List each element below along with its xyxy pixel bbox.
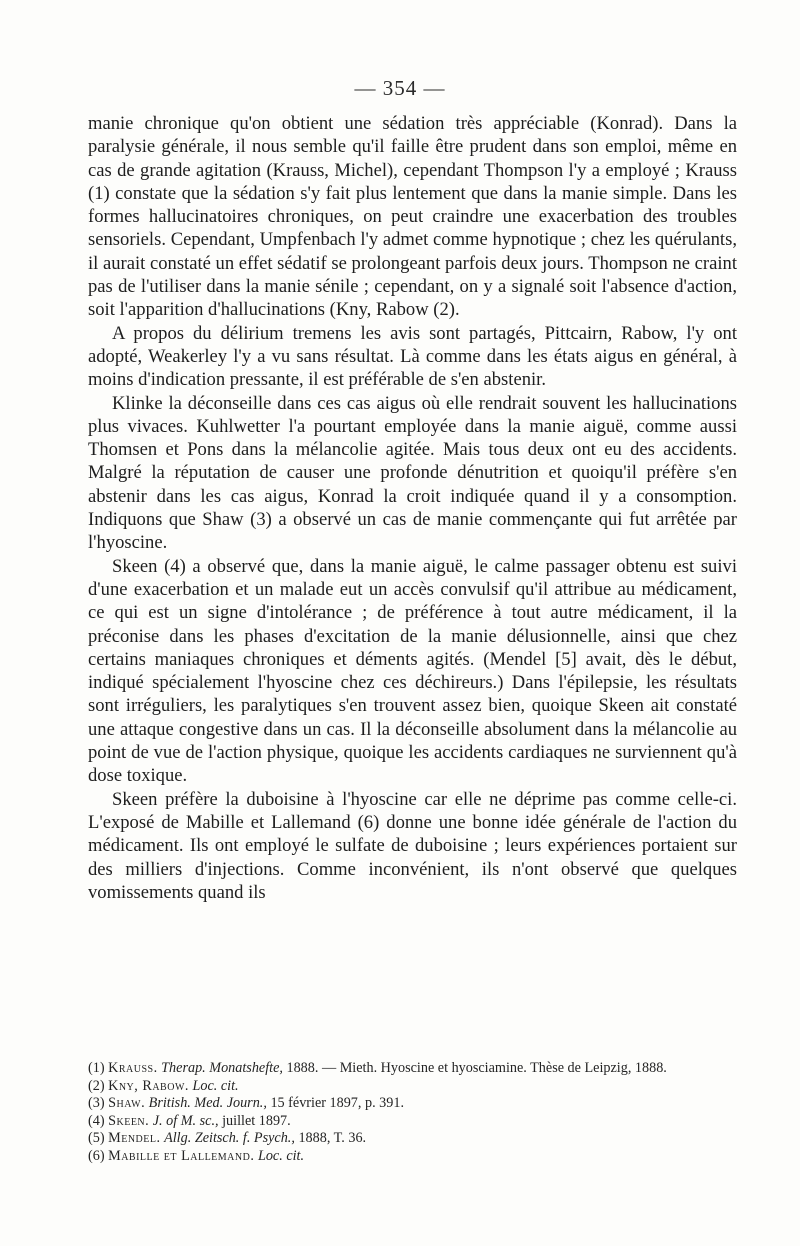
paragraph: A propos du délirium tremens les avis sont partagés, Pittcairn, Rabow, l'y ont adopté, Weakerley l'y a vu sans résultat. Là comme dans les états aigus en général, à moins d'indication pressante, il est préférable de s'en abstenir.	[88, 322, 737, 391]
paragraph: Skeen (4) a observé que, dans la manie aiguë, le calme passager obtenu est suivi d'une exacerbation et un malade eut un accès convulsif qu'il attribue au médicament, ce qui est un signe d'intolérance ; de préférence à tout autre médicament, il la préconise dans les phases d'excitation de la manie délusionnelle, ainsi que chez certains maniaques chroniques et déments agités. (Mendel [5] avait, dès le début, indiqué spécialement l'hyoscine chez ces déchireurs.) Dans l'épilepsie, les résultats sont irréguliers, les paralytiques s'en trouvent assez bien, quoique Skeen ait constaté une attaque congestive dans un cas. Il la déconseille absolument dans la mélancolie au point de vue de l'action physique, quoique les accidents cardiaques ne surviennent qu'à dose toxique.	[88, 555, 737, 787]
footnote-source: Therap. Monatshefte,	[161, 1060, 283, 1076]
footnote-source: J. of M. sc.,	[152, 1112, 219, 1129]
footnote-source: Loc. cit.	[192, 1077, 239, 1094]
footnote-source: British. Med. Journ.,	[148, 1095, 267, 1112]
footnote-number: (6)	[88, 1147, 105, 1164]
footnote-author: Skeen.	[108, 1112, 150, 1129]
footnote-rest: 1888, T. 36.	[298, 1130, 367, 1147]
footnote	[88, 1078, 737, 1096]
footnote-number: (4)	[88, 1112, 105, 1129]
footnote-number: (3)	[88, 1095, 105, 1112]
footnote	[88, 1095, 737, 1113]
page-number: — 354 —	[354, 76, 446, 100]
footnote	[88, 1148, 737, 1166]
paragraph: manie chronique qu'on obtient une sédation très appréciable (Konrad). Dans la paralysie générale, il nous semble qu'il faille être prudent dans son emploi, même en cas de grande agitation (Krauss, Michel), cependant Thompson l'y a employé ; Krauss (1) constate que la sédation s'y fait plus lentement que dans la manie simple. Dans les formes hallucinatoires chroniques, on peut craindre une exacerbation des troubles sensoriels. Cependant, Umpfenbach l'y admet comme hypnotique ; chez les quérulants, il aurait constaté un effet sédatif se prolongeant parfois deux jours. Thompson ne craint pas de l'utiliser dans la manie sénile ; cependant, on y a signalé soit l'absence d'action, soit l'apparition d'hallucinations (Kny, Rabow (2).	[88, 113, 737, 321]
footnote-author: Shaw.	[108, 1095, 146, 1112]
footnotes	[88, 1060, 737, 1166]
paragraph: Klinke la déconseille dans ces cas aigus où elle rendrait souvent les hallucinations plus vivaces. Kuhlwetter l'a pourtant employée dans la manie aiguë, comme aussi Thomsen et Pons dans la mélancolie agitée. Mais tous deux ont eu des accidents. Malgré la réputation de causer une profonde dénutrition et quoiqu'il préfère s'en abstenir dans les cas aigus, Konrad la croit indiquée quand il y a consomption. Indiquons que Shaw (3) a observé un cas de manie commençante qui fut arrêtée par l'hyoscine.	[88, 392, 737, 554]
paragraph: Skeen préfère la duboisine à l'hyoscine car elle ne déprime pas comme celle-ci. L'exposé de Mabille et Lallemand (6) donne une bonne idée générale de l'action du médicament. Ils ont employé le sulfate de duboisine ; leurs expériences portaient sur des milliers d'injections. Comme inconvénient, ils n'ont observé que quelques vomissements quand ils	[88, 788, 737, 903]
footnote	[88, 1060, 737, 1078]
footnote	[88, 1130, 737, 1148]
footnote-author: Kny, Rabow.	[108, 1077, 189, 1094]
footnote-author: Krauss.	[108, 1060, 158, 1076]
footnote-source: Loc. cit.	[257, 1147, 305, 1164]
footnote	[88, 1113, 737, 1131]
footnote-author: Mendel.	[108, 1130, 161, 1147]
footnote-number: (5)	[88, 1130, 105, 1147]
body-text	[88, 112, 737, 904]
footnote-number: (2)	[88, 1077, 105, 1094]
footnote-rest: 1888. — Mieth. Hyoscine et hyosciamine. Thèse de Leipzig, 1888.	[286, 1060, 667, 1076]
footnote-rest: 15 février 1897, p. 391.	[270, 1095, 405, 1112]
footnote-number: (1)	[88, 1060, 105, 1076]
footnote-source: Allg. Zeitsch. f. Psych.,	[164, 1130, 295, 1147]
footnote-author: Mabille et Lallemand.	[108, 1147, 255, 1164]
footnote-rest: juillet 1897.	[222, 1112, 291, 1129]
